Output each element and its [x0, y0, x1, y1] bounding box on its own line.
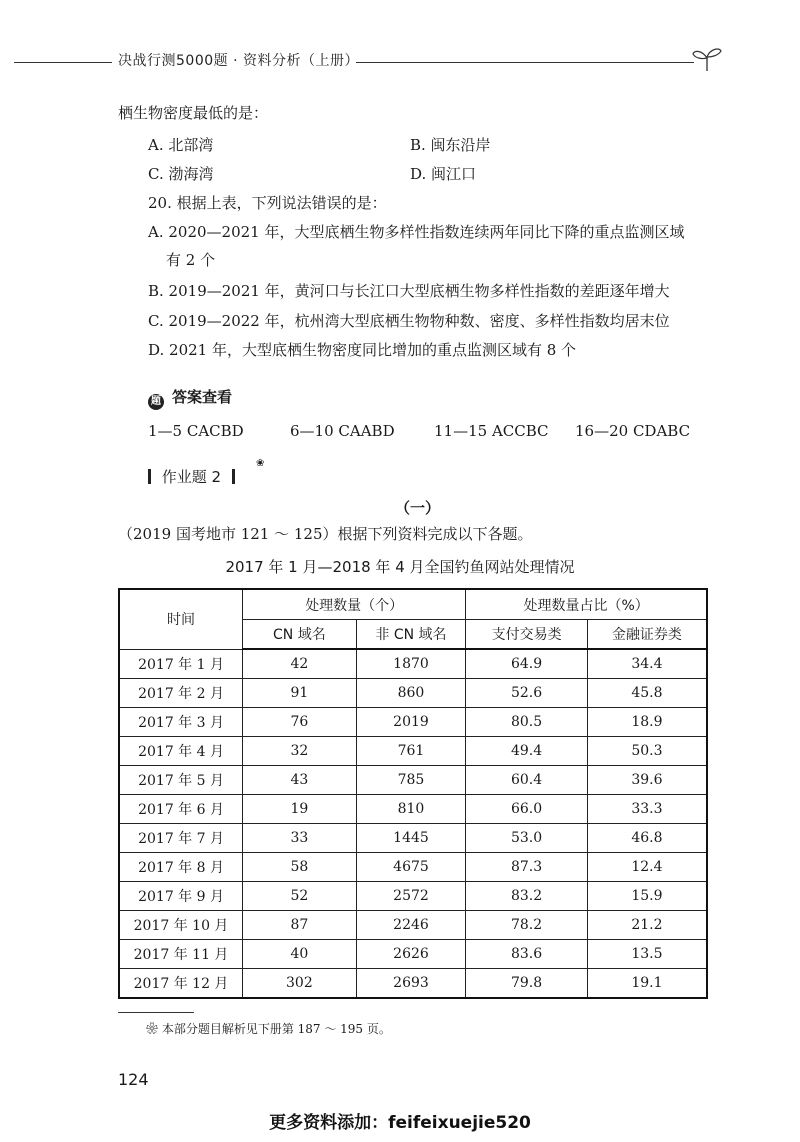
cell-payment: 79.8 — [466, 969, 588, 999]
cell-cn: 19 — [243, 795, 357, 824]
header-finance: 金融证券类 — [587, 620, 707, 650]
q19-option-c: C. 渤海湾 — [148, 165, 214, 183]
header-rule-right — [356, 62, 694, 63]
answer-title: 答案查看 — [172, 388, 233, 406]
answer-group: 11—15 ACCBC — [434, 422, 549, 440]
flower-mark-icon: ❀ — [256, 458, 265, 469]
q19-option-a: A. 北部湾 — [148, 136, 214, 154]
cell-non-cn: 4675 — [356, 853, 466, 882]
answer-group: 6—10 CAABD — [290, 422, 395, 440]
cell-payment: 78.2 — [466, 911, 588, 940]
cell-finance: 21.2 — [587, 911, 707, 940]
watermark-text: 更多资料添加：feifeixuejie520 — [269, 1113, 531, 1133]
cell-time: 2017 年 12 月 — [119, 969, 243, 999]
cell-cn: 52 — [243, 882, 357, 911]
cell-cn: 87 — [243, 911, 357, 940]
cell-time: 2017 年 10 月 — [119, 911, 243, 940]
sprout-icon — [690, 44, 724, 72]
header-cn: CN 域名 — [243, 620, 357, 650]
cell-time: 2017 年 11 月 — [119, 940, 243, 969]
book-title: 决战行测5000题 · 资料分析（上册） — [118, 53, 359, 69]
header-payment: 支付交易类 — [466, 620, 588, 650]
cell-payment: 60.4 — [466, 766, 588, 795]
cell-finance: 12.4 — [587, 853, 707, 882]
table-row — [119, 882, 707, 911]
cell-cn: 91 — [243, 679, 357, 708]
cell-finance: 19.1 — [587, 969, 707, 999]
q19-stem-tail: 栖生物密度最低的是： — [118, 104, 269, 122]
homework-heading — [148, 458, 265, 487]
running-header — [0, 44, 800, 74]
cell-payment: 53.0 — [466, 824, 588, 853]
cell-non-cn: 810 — [356, 795, 466, 824]
cell-payment: 87.3 — [466, 853, 588, 882]
data-table — [118, 588, 708, 999]
section-number: （一） — [395, 499, 441, 517]
cell-cn: 302 — [243, 969, 357, 999]
heading-bar-right — [232, 469, 235, 484]
cell-non-cn: 2572 — [356, 882, 466, 911]
answer-group: 1—5 CACBD — [148, 422, 244, 440]
table-row — [119, 708, 707, 737]
header-time: 时间 — [119, 589, 243, 649]
q20-option-b: B. 2019—2021 年，黄河口与长江口大型底栖生物多样性指数的差距逐年增大 — [148, 282, 670, 300]
header-non-cn: 非 CN 域名 — [356, 620, 466, 650]
cell-non-cn: 2693 — [356, 969, 466, 999]
cell-payment: 83.6 — [466, 940, 588, 969]
cell-payment: 52.6 — [466, 679, 588, 708]
intro-text: （2019 国考地市 121 ～ 125）根据下列资料完成以下各题。 — [118, 525, 533, 543]
table-row — [119, 679, 707, 708]
cell-time: 2017 年 6 月 — [119, 795, 243, 824]
cell-time: 2017 年 5 月 — [119, 766, 243, 795]
heading-bar-left — [148, 469, 151, 484]
cell-non-cn: 2246 — [356, 911, 466, 940]
cell-non-cn: 785 — [356, 766, 466, 795]
cell-cn: 33 — [243, 824, 357, 853]
cell-finance: 34.4 — [587, 649, 707, 679]
cell-payment: 49.4 — [466, 737, 588, 766]
cell-non-cn: 2626 — [356, 940, 466, 969]
cell-cn: 32 — [243, 737, 357, 766]
cell-payment: 80.5 — [466, 708, 588, 737]
table-row — [119, 911, 707, 940]
cell-finance: 39.6 — [587, 766, 707, 795]
footnote-rule — [118, 1012, 194, 1013]
q20-option-c: C. 2019—2022 年，杭州湾大型底栖生物物种数、密度、多样性指数均居末位 — [148, 312, 670, 330]
answer-group: 16—20 CDABC — [575, 422, 691, 440]
q20-option-d: D. 2021 年，大型底栖生物密度同比增加的重点监测区域有 8 个 — [148, 341, 577, 359]
cell-time: 2017 年 7 月 — [119, 824, 243, 853]
table-row — [119, 853, 707, 882]
cell-non-cn: 2019 — [356, 708, 466, 737]
q20-stem: 20. 根据上表，下列说法错误的是： — [148, 194, 387, 212]
cell-finance: 18.9 — [587, 708, 707, 737]
cell-payment: 66.0 — [466, 795, 588, 824]
cell-non-cn: 1445 — [356, 824, 466, 853]
cell-time: 2017 年 8 月 — [119, 853, 243, 882]
cell-finance: 15.9 — [587, 882, 707, 911]
answer-badge-icon: 题 — [148, 394, 164, 410]
table-body — [119, 649, 707, 998]
cell-time: 2017 年 1 月 — [119, 649, 243, 679]
cell-finance: 33.3 — [587, 795, 707, 824]
cell-payment: 83.2 — [466, 882, 588, 911]
cell-time: 2017 年 9 月 — [119, 882, 243, 911]
header-count-group: 处理数量（个） — [243, 589, 466, 620]
page-number: 124 — [118, 1070, 149, 1089]
cell-payment: 64.9 — [466, 649, 588, 679]
cell-cn: 40 — [243, 940, 357, 969]
table-row — [119, 969, 707, 999]
cell-cn: 42 — [243, 649, 357, 679]
cell-finance: 45.8 — [587, 679, 707, 708]
homework-label: 作业题 2 — [161, 468, 222, 486]
table-row — [119, 766, 707, 795]
q20-option-a-cont: 有 2 个 — [166, 251, 216, 269]
cell-time: 2017 年 3 月 — [119, 708, 243, 737]
header-rule-left — [14, 62, 112, 63]
table-row — [119, 824, 707, 853]
cell-cn: 58 — [243, 853, 357, 882]
cell-cn: 43 — [243, 766, 357, 795]
cell-non-cn: 860 — [356, 679, 466, 708]
table-row — [119, 737, 707, 766]
cell-finance: 46.8 — [587, 824, 707, 853]
answer-heading — [148, 386, 232, 410]
cell-non-cn: 761 — [356, 737, 466, 766]
q20-option-a: A. 2020—2021 年，大型底栖生物多样性指数连续两年同比下降的重点监测区域 — [148, 223, 685, 241]
cell-non-cn: 1870 — [356, 649, 466, 679]
cell-time: 2017 年 2 月 — [119, 679, 243, 708]
footnote: ❀ 本部分题目解析见下册第 187 ～ 195 页。 — [146, 1022, 391, 1036]
table-row — [119, 795, 707, 824]
table-title: 2017 年 1 月—2018 年 4 月全国钓鱼网站处理情况 — [225, 558, 575, 576]
q19-option-d: D. 闽江口 — [410, 165, 477, 183]
header-share-group: 处理数量占比（%） — [466, 589, 707, 620]
cell-finance: 50.3 — [587, 737, 707, 766]
q19-option-b: B. 闽东沿岸 — [410, 136, 491, 154]
cell-finance: 13.5 — [587, 940, 707, 969]
table-row — [119, 940, 707, 969]
cell-cn: 76 — [243, 708, 357, 737]
table-row — [119, 649, 707, 679]
cell-time: 2017 年 4 月 — [119, 737, 243, 766]
